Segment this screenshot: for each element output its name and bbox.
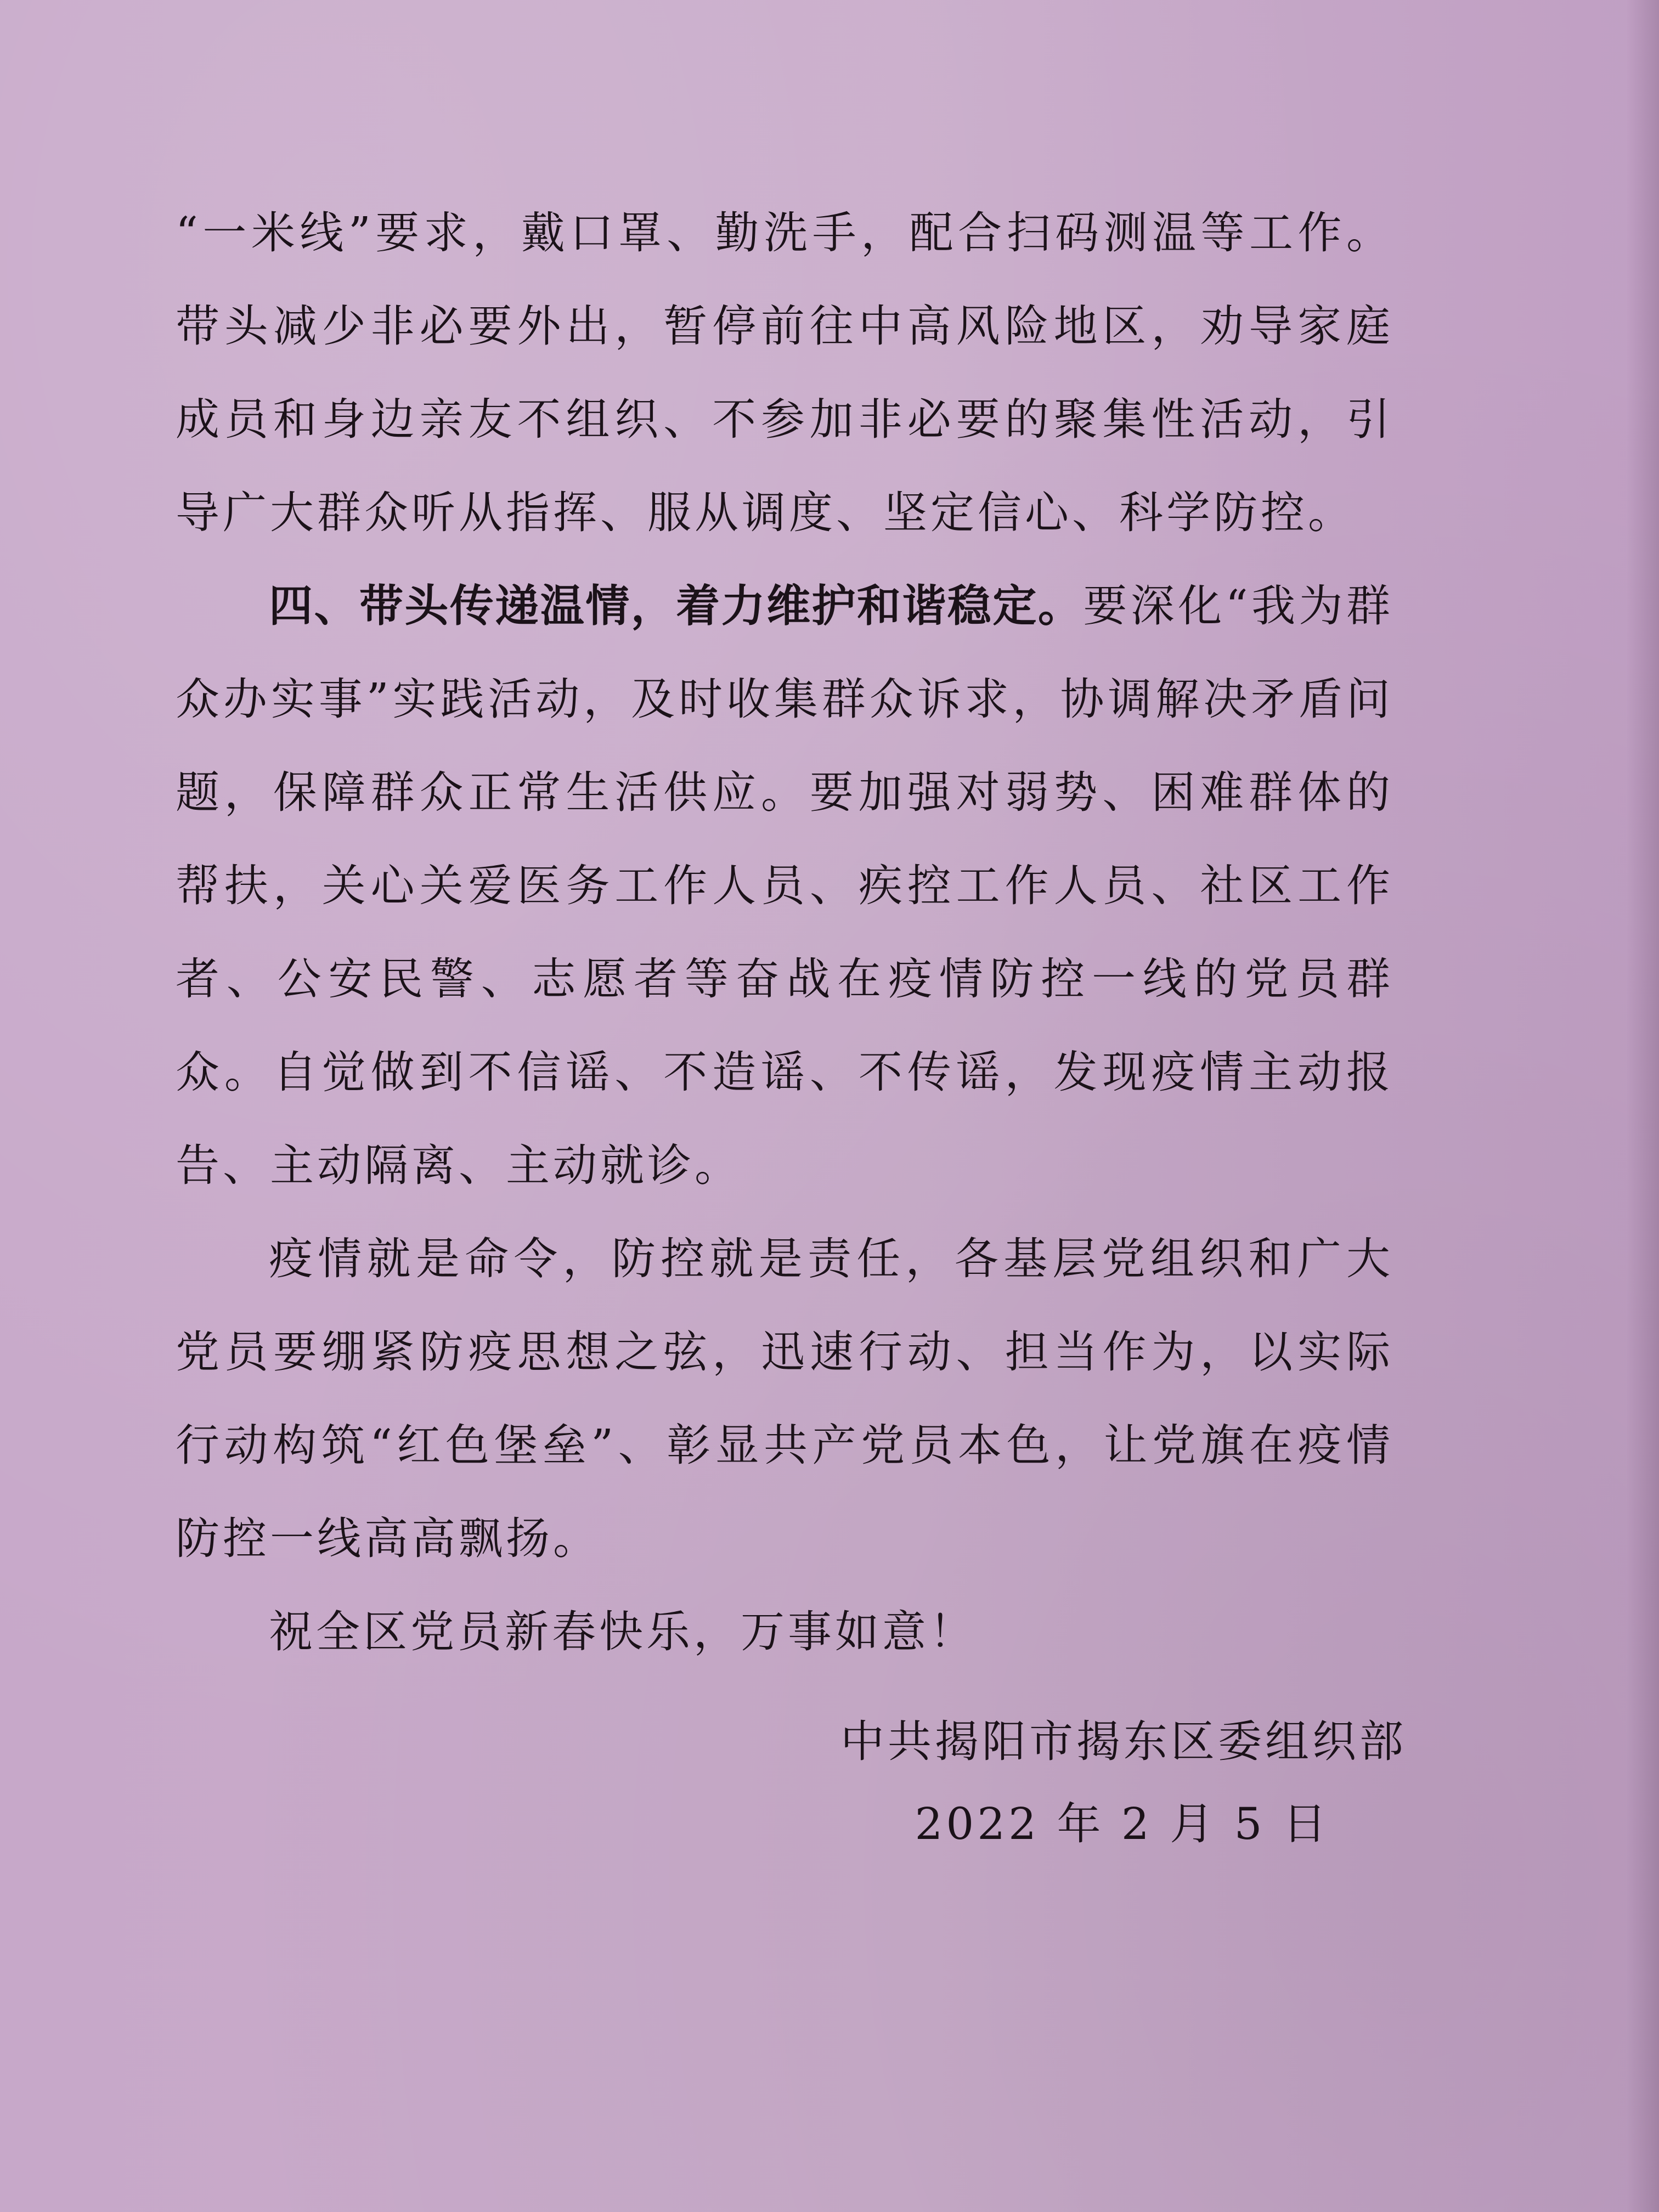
paragraph-section-four (176, 560, 1393, 1212)
section-heading: 四、带头传递温情，着力维护和谐稳定。 (269, 580, 1084, 631)
signature-block (787, 1701, 1407, 1865)
paper-edge-shadow (1626, 0, 1659, 2212)
paragraph-conclusion (176, 1212, 1393, 1585)
paragraph-text: 疫情就是命令，防控就是责任，各基层党组织和广大党员要绷紧防疫思想之弦，迅速行动、担当作为，以实际行动构筑“红色堡垒”、彰显共产党员本色，让党旗在疫情防控一线高高飘扬。 (176, 1233, 1393, 1564)
paragraph-text: 要深化“我为群众办实事”实践活动，及时收集群众诉求，协调解决矛盾问题，保障群众正常生活供应。要加强对弱势、困难群体的帮扶，关心关爱医务工作人员、疾控工作人员、社区工作者、公安民警、志愿者等奋战在疫情防控一线的党员群众。自觉做到不信谣、不造谣、不传谣，发现疫情主动报告、主动隔离、主动就诊。 (176, 580, 1393, 1191)
signature-date: 2022 年 2 月 5 日 (915, 1798, 1330, 1849)
signature-organization: 中共揭阳市揭东区委组织部 (840, 1716, 1407, 1767)
paragraph-continuation (176, 187, 1393, 560)
paragraph-text: “一米线”要求，戴口罩、勤洗手，配合扫码测温等工作。带头减少非必要外出，暂停前往中高风险地区，劝导家庭成员和身边亲友不组织、不参加非必要的聚集性活动，引导广大群众听从指挥、服从调度、坚定信心、科学防控。 (176, 207, 1393, 538)
closing-greeting: 祝全区党员新春快乐，万事如意！ (269, 1606, 977, 1657)
document-body (176, 187, 1393, 1679)
